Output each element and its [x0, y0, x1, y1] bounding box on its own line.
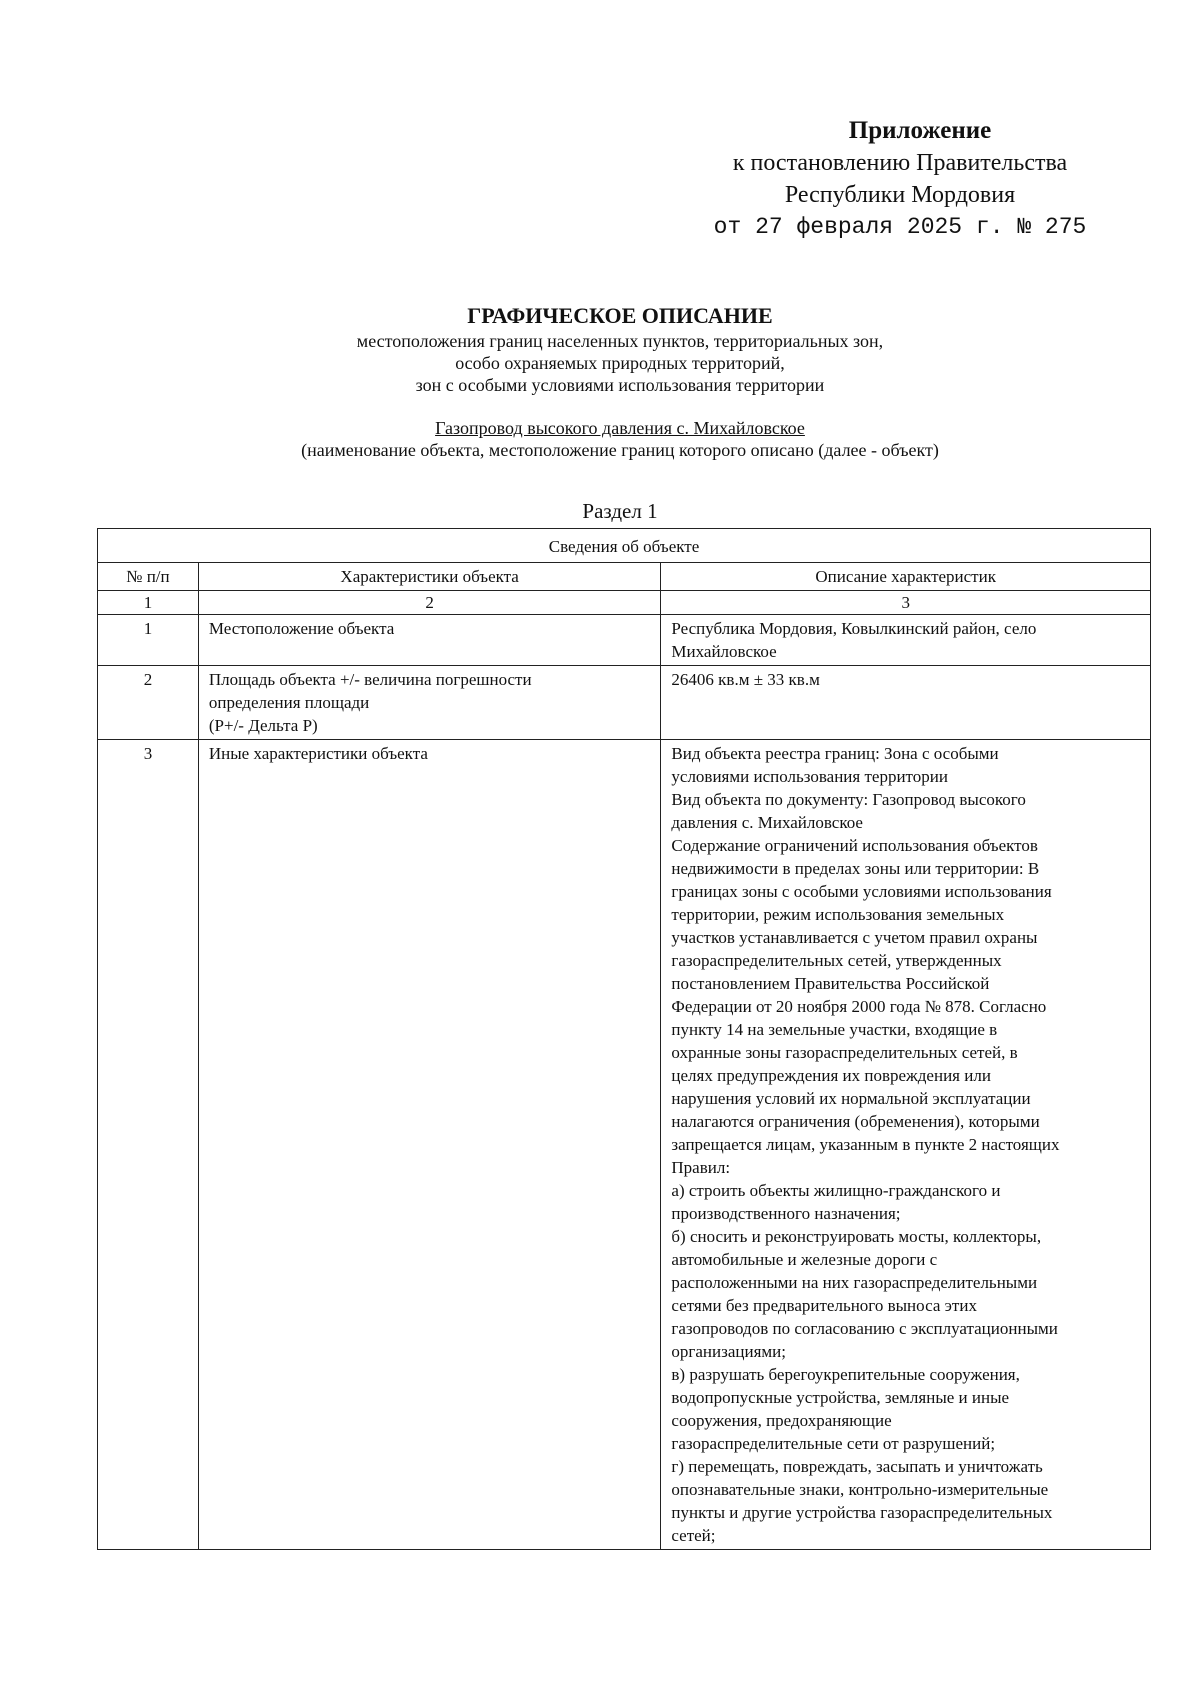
document-subtitle-3: зон с особыми условиями использования территории	[415, 375, 825, 395]
row-description: Вид объекта реестра границ: Зона с особыми условиями использования территории Вид объекта по документу: Газопровод высокого давления с. Михайловское Содержание ограничений использования объектов недвижимости в пределах зоны или территории: В границах зоны с особыми условиями использования территории, режим использования земельных участков устанавливается с учетом правил охраны газораспределительных сетей, утвержденных постановлением Правительства Российской Федерации от 20 ноября 2000 года № 878. Согласно пункту 14 на земельные участки, входящие в охранные зоны газораспределительных сетей, в целях предупреждения их повреждения или нарушения условий их нормальной эксплуатации налагаются ограничения (обременения), которыми запрещается лицам, указанным в пункте 2 настоящих Правил: а) строить объекты жилищно-гражданского и производственного назначения; б) сносить и реконструировать мосты, коллекторы, автомобильные и железные дороги с расположенными на них газораспределительными сетями без предварительного выноса этих газопроводов по согласованию с эксплуатационными организациями; в) разрушать берегоукрепительные сооружения, водопропускные устройства, земляные и иные сооружения, предохраняющие газораспределительные сети от разрушений; г) перемещать, повреждать, засыпать и уничтожать опознавательные знаки, контрольно-измерительные пункты и другие устройства газораспределительных сетей;	[661, 740, 1151, 1550]
row-characteristic: Местоположение объекта	[198, 615, 661, 666]
object-info-table	[97, 528, 1151, 1550]
table-row	[98, 740, 1151, 1550]
header-number: № п/п	[98, 563, 199, 591]
table-caption: Сведения об объекте	[98, 529, 1151, 563]
appendix-title: Приложение	[848, 117, 992, 144]
row-characteristic: Иные характеристики объекта	[198, 740, 661, 1550]
row-number: 2	[98, 666, 199, 740]
row-characteristic: Площадь объекта +/- величина погрешности определения площади (Р+/- Дельта Р)	[198, 666, 661, 740]
section-title: Раздел 1	[582, 499, 658, 523]
appendix-line-date-number: от 27 февраля 2025 г. № 275	[713, 214, 1087, 240]
column-number-2: 2	[198, 591, 661, 615]
table-row	[98, 666, 1151, 740]
row-description: 26406 кв.м ± 33 кв.м	[661, 666, 1151, 740]
appendix-line-republic: Республики Мордовия	[784, 182, 1016, 208]
row-number: 3	[98, 740, 199, 1550]
header-characteristic: Характеристики объекта	[198, 563, 661, 591]
document-title: ГРАФИЧЕСКОЕ ОПИСАНИЕ	[467, 303, 773, 328]
row-description: Республика Мордовия, Ковылкинский район, село Михайловское	[661, 615, 1151, 666]
header-description: Описание характеристик	[661, 563, 1151, 591]
table-caption-row	[98, 529, 1151, 563]
document-subtitle-2: особо охраняемых природных территорий,	[455, 353, 785, 373]
row-number: 1	[98, 615, 199, 666]
object-caption: (наименование объекта, местоположение границ которого описано (далее - объект)	[301, 440, 939, 460]
appendix-line-decree: к постановлению Правительства	[732, 150, 1068, 176]
object-name: Газопровод высокого давления с. Михайловское	[435, 418, 805, 438]
column-number-row	[98, 591, 1151, 615]
table-row	[98, 615, 1151, 666]
document-heading	[0, 302, 1200, 461]
column-number-3: 3	[661, 591, 1151, 615]
document-subtitle-1: местоположения границ населенных пунктов, территориальных зон,	[356, 331, 884, 351]
column-number-1: 1	[98, 591, 199, 615]
table-header-row	[98, 563, 1151, 591]
appendix-block	[640, 115, 1160, 243]
